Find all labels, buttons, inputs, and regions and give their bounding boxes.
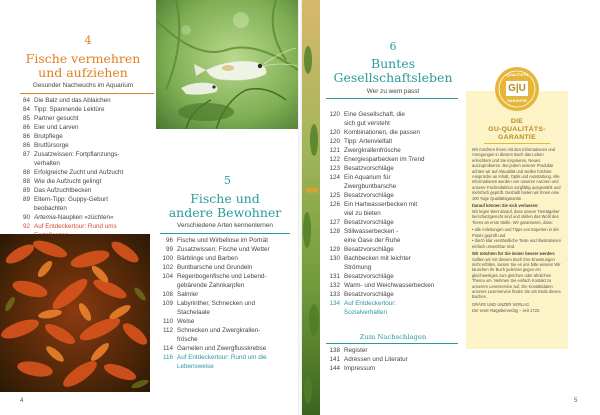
toc-entry-continued: viel zu bieten — [344, 210, 381, 217]
chapter6-toc — [322, 110, 462, 317]
chapter6-number: 6 — [389, 40, 397, 53]
toc-entry[interactable]: 110 Welse — [162, 318, 195, 325]
toc-entry[interactable]: 126 Ein Hartwasserbecken mit — [329, 201, 418, 208]
toc-entry[interactable]: 104 Regenbogenfische und Lebend- — [162, 273, 267, 280]
toc-entry[interactable]: 87 Zusatzwissen: Fortpflanzungs- — [22, 151, 120, 158]
toc-entry[interactable]: 125 Besatzvorschläge — [329, 192, 394, 199]
toc-entry[interactable]: 123 Besatzvorschläge — [329, 165, 394, 172]
toc-entry-continued: Zwergbuntbarsche — [344, 183, 397, 190]
toc-entry[interactable]: 84 Tipp: Spannende Lektüre — [22, 106, 105, 113]
chapter4-title-line2: und aufziehen — [38, 65, 128, 80]
toc-entry[interactable]: 85 Partner gesucht — [22, 115, 79, 122]
toc-entry[interactable]: 124 Ein Aquarium für — [329, 174, 391, 181]
toc-entry[interactable]: 120 Kombinationen, die passen — [329, 129, 420, 136]
toc-entry[interactable]: 109 Labyrinther, Schnecken und — [162, 300, 256, 307]
toc-entry-link-continued[interactable]: Lebensweise — [177, 363, 214, 370]
toc-entry[interactable]: 100 Bärblinge und Barben — [162, 255, 238, 262]
toc-entry[interactable]: 88 Erfolgreiche Zucht und Aufzucht — [22, 169, 124, 176]
toc-entry[interactable]: 90 Artemia -Nauplien »züchten« — [22, 214, 114, 221]
chapter6-subtitle: Wer zu wem passt — [366, 88, 420, 95]
photo-shrimp-on-plant — [156, 0, 298, 129]
chapter5-number: 5 — [224, 174, 231, 187]
gu-badge — [494, 66, 540, 112]
toc-entry[interactable]: 84 Die Balz und das Ablaichen — [22, 97, 111, 104]
toc-entry[interactable]: 131 Besatzvorschläge — [329, 273, 394, 280]
chapter5-subtitle: Verschiedene Arten kennenlernen — [177, 222, 273, 229]
toc-entry[interactable]: 114 Garnelen und Zwergflusskrebse — [162, 345, 267, 352]
toc-entry-link[interactable]: 134 Auf Entdeckertour: — [329, 300, 397, 307]
toc-entry[interactable]: 127 Besatzvorschläge — [329, 219, 394, 226]
red-plants-image — [0, 234, 150, 392]
chapter6-title-line2: Gesellschaftsleben — [333, 70, 453, 85]
toc-entry[interactable]: 89 Eltern-Tipp: Guppy-Geburt — [22, 196, 108, 203]
appendix-rule — [326, 343, 458, 344]
photo-red-aquatic-plants — [0, 234, 150, 392]
gu-badge-top: QUALITÄTS — [506, 73, 528, 77]
toc-entry-link[interactable]: 92 Auf Entdeckertour: Rund ums — [22, 223, 117, 230]
toc-entry[interactable]: 144 Impressum — [329, 365, 376, 372]
toc-entry[interactable]: 102 Buntbarsche und Grundeln — [162, 264, 253, 271]
toc-entry-continued: verhalten — [34, 160, 60, 167]
toc-entry-continued: beobachten — [34, 205, 67, 212]
gu-promise-heading: Wir möchten für Sie immer besser werden: — [472, 251, 556, 257]
toc-entry-link[interactable]: 116 Auf Entdeckertour: Rund um die — [162, 354, 267, 361]
toc-entry[interactable]: 120 Tipp: Artenvielfalt — [329, 138, 393, 145]
chapter5-title — [152, 192, 298, 220]
toc-entry[interactable]: 128 Stillwasserbecken - — [329, 228, 399, 235]
toc-entry[interactable]: 122 Energiesparbecken im Trend — [329, 156, 425, 163]
chapter6-title-line1: Buntes — [370, 56, 416, 71]
appendix-title: Zum Nachschlagen — [359, 333, 427, 341]
toc-entry-continued: sich gut versteht — [344, 120, 390, 127]
toc-entry-continued: Stachelaale — [177, 309, 210, 316]
page-number-left: 4 — [20, 398, 24, 404]
chapter4-number: 4 — [84, 34, 92, 47]
gu-promise-text: Sollten wir mit diesem Buch Ihre Erwartungen nicht erfüllen, lassen Sie es uns bitte wissen! Wir tauschen Ihr Buch jederzeit gegen ein gleichwertiges zum gleichen oder ähnlichen Thema um. Nehmen Sie einfach Kontakt zu unserem Leserservice auf. Die Kontaktdaten unseres Leserservice finden Sie am Ende dieses Buches. — [472, 256, 561, 300]
toc-entry[interactable]: 96 Fische und Wirbellose im Porträt — [165, 237, 268, 244]
toc-entry[interactable]: 86 Brutpflege — [22, 133, 63, 140]
toc-entry[interactable]: 130 Bachbecken mit leichter — [329, 255, 411, 262]
toc-entry[interactable]: 120 Eine Gesellschaft, die — [329, 111, 405, 118]
chapter5-rule — [160, 233, 290, 234]
chapter4-subtitle: Gesunder Nachwuchs im Aquarium — [32, 82, 134, 89]
gu-heading — [466, 118, 568, 142]
toc-entry-continued: frösche — [177, 336, 198, 343]
chapter4-toc — [17, 96, 159, 240]
toc-entry[interactable]: 141 Adressen und Literatur — [329, 356, 408, 363]
toc-entry[interactable]: 133 Besatzvorschläge — [329, 291, 394, 298]
toc-entry[interactable]: 112 Schnecken und Zwergkrallen- — [162, 327, 261, 334]
photo-fish-among-plants — [302, 0, 320, 415]
gu-rely-text: Wir legen Wert darauf, dass unsere Tierratgeber tierschutzgerecht sind und stellen das Wohl des Tieres an erste Stelle. Wir garantieren, dass: — [472, 208, 560, 225]
appendix-toc — [322, 346, 462, 373]
gu-heading-line3: GARANTIE — [498, 134, 536, 141]
chapter6-rule — [326, 98, 458, 99]
toc-entry[interactable]: 89 Das Aufzuchtbecken — [22, 187, 92, 194]
toc-entry[interactable]: 132 Warm- und Weichwasserbecken — [329, 282, 435, 289]
toc-entry[interactable]: 86 Brutfürsorge — [22, 142, 69, 149]
gu-rely-heading: Darauf können Sie sich verlassen: — [472, 203, 539, 209]
gu-text — [472, 147, 563, 315]
gu-badge-mid: G|U — [508, 83, 526, 94]
gu-heading-line2: GU-QUALITÄTS- — [488, 126, 546, 133]
toc-entry[interactable]: 108 Salmler — [162, 291, 199, 298]
page-number-right: 5 — [574, 398, 578, 404]
toc-entry-continued: eine Oase der Ruhe — [344, 237, 401, 244]
toc-entry[interactable]: 88 Wie die Aufzucht gelingt — [22, 178, 102, 185]
chapter5-title-line1: Fische und — [190, 191, 260, 206]
toc-entry[interactable]: 129 Besatzvorschläge — [329, 246, 394, 253]
toc-entry[interactable]: 86 Eier und Larven — [22, 124, 79, 131]
shrimp-image — [156, 0, 298, 129]
toc-entry[interactable]: 121 Zwergkrallenfrösche — [329, 147, 401, 154]
gu-bullet-2: • durch klar verständliche Texte und Illustrationen einfach umsetzbar sind. — [472, 238, 561, 249]
chapter5-title-line2: andere Bewohner — [168, 205, 282, 220]
gu-sign-2: Der erste Ratgeberverlag – seit 1722. — [472, 307, 541, 313]
fish-plants-image — [302, 0, 320, 415]
gu-badge-bottom: GARANTIE — [507, 99, 527, 103]
chapter4-title — [10, 52, 156, 80]
gu-heading-line1: DIE — [510, 118, 524, 125]
toc-entry-continued: gebärende Zahnkarpfen — [177, 282, 245, 289]
chapter6-title — [322, 57, 464, 85]
chapter5-toc — [155, 236, 298, 371]
chapter4-rule — [20, 93, 154, 94]
gu-rule — [484, 143, 550, 144]
gu-bullet-1: • alle Anleitungen und Tipps von Experten in der Praxis geprüft und — [472, 227, 560, 238]
toc-entry-continued: Strömung — [344, 264, 372, 271]
gu-sign-1: GRÄFE UND UNZER VERLAG. — [472, 302, 531, 308]
toc-entry[interactable]: 138 Register — [329, 347, 368, 354]
chapter4-title-line1: Fische vermehren — [25, 51, 141, 66]
toc-entry[interactable]: 99 Zusatzwissen: Fische und Wetter — [165, 246, 270, 253]
toc-entry-link-continued[interactable]: Sozialverhalten — [344, 309, 388, 316]
gu-intro: Wir möchten Ihnen mit den Informationen und Anregungen in diesem Buch das Leben erleichtern und Sie inspirieren, Neues auszuprobieren. Bei jedem unserer Produkte achten wir auf Aktualität und stellen höchste Ansprüche an Inhalt, Optik und Ausstattung. Alle Informationen werden von unseren Autoren und unserer Fachredaktion sorgfältig ausgewählt und mehrfach geprüft. Deshalb bieten wir Ihnen eine 100 %ige Qualitätsgarantie. — [472, 147, 561, 201]
